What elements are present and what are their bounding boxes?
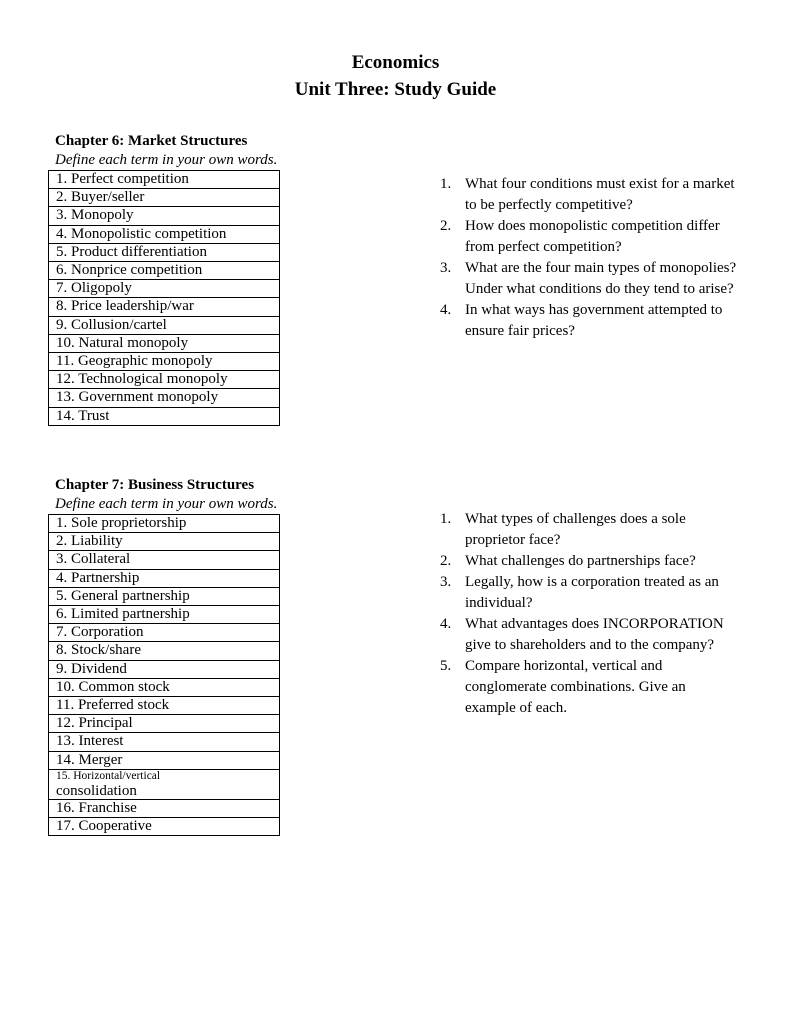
question-text: Compare horizontal, vertical and conglomerate combinations. Give an example of each. [465,658,686,716]
term-cell: 1. Sole proprietorship [49,515,280,533]
list-item [440,216,740,258]
question-number: 2. [440,218,452,234]
table-row [49,624,280,642]
question-text: Legally, how is a corporation treated as an individual? [465,574,719,611]
term-cell: 10. Common stock [49,678,280,696]
table-row [49,551,280,569]
term-15-line-2: consolidation [56,782,137,799]
table-row [49,569,280,587]
table-row [49,515,280,533]
term-cell: 4. Monopolistic competition [49,225,280,243]
table-row [49,818,280,836]
table-row [49,171,280,189]
term-cell: 10. Natural monopoly [49,334,280,352]
term-cell: 5. General partnership [49,587,280,605]
table-row [49,533,280,551]
term-cell: 6. Nonprice competition [49,262,280,280]
term-cell: 1. Perfect competition [49,171,280,189]
table-row [49,407,280,425]
term-cell: 8. Price leadership/war [49,298,280,316]
list-item [440,258,740,300]
question-number: 2. [440,553,452,569]
term-cell: 12. Principal [49,715,280,733]
question-text: What types of challenges does a sole proprietor face? [465,511,686,548]
question-number: 5. [440,658,452,674]
table-row [49,207,280,225]
table-row [49,316,280,334]
question-number: 4. [440,616,452,632]
table-row [49,298,280,316]
term-cell: 9. Dividend [49,660,280,678]
question-number: 3. [440,260,452,276]
term-cell: 9. Collusion/cartel [49,316,280,334]
question-text: How does monopolistic competition differ from perfect competition? [465,218,720,255]
term-cell: 7. Oligopoly [49,280,280,298]
term-cell: 8. Stock/share [49,642,280,660]
chapter-6-heading: Chapter 6: Market Structures [55,133,248,149]
term-cell: 17. Cooperative [49,818,280,836]
table-row [49,660,280,678]
term-cell: 4. Partnership [49,569,280,587]
question-text: What are the four main types of monopolies? Under what conditions do they tend to arise? [465,260,737,297]
term-cell: 14. Trust [49,407,280,425]
term-cell: 6. Limited partnership [49,606,280,624]
table-row [49,371,280,389]
list-item [440,572,740,614]
table-row [49,262,280,280]
question-text: What advantages does INCORPORATION give to shareholders and to the company? [465,616,724,653]
list-item [440,174,740,216]
question-text: What challenges do partnerships face? [465,553,696,569]
term-cell: 7. Corporation [49,624,280,642]
table-row [49,715,280,733]
list-item [440,300,740,342]
term-15-line-1: 15. Horizontal/vertical [56,769,161,782]
table-row [49,769,280,799]
list-item [440,509,740,551]
table-row [49,334,280,352]
term-cell: 3. Collateral [49,551,280,569]
term-cell: 5. Product differentiation [49,243,280,261]
table-row [49,678,280,696]
chapter-6-questions [440,174,740,342]
table-row [49,225,280,243]
chapter-6-terms-table [48,170,280,426]
table-row [49,642,280,660]
term-cell: 11. Geographic monopoly [49,353,280,371]
table-row [49,243,280,261]
table-row [49,751,280,769]
document-title: Economics [351,52,440,73]
term-cell: 2. Liability [49,533,280,551]
question-number: 1. [440,511,452,527]
list-item [440,614,740,656]
question-number: 4. [440,302,452,318]
question-text: In what ways has government attempted to ensure fair prices? [465,302,723,339]
term-cell: 2. Buyer/seller [49,189,280,207]
question-text: What four conditions must exist for a market to be perfectly competitive? [465,176,735,213]
term-cell: 11. Preferred stock [49,697,280,715]
table-row [49,389,280,407]
chapter-6-section [55,132,280,426]
term-cell: 13. Government monopoly [49,389,280,407]
table-row [49,733,280,751]
table-row [49,697,280,715]
table-row [49,587,280,605]
question-number: 3. [440,574,452,590]
table-row [49,353,280,371]
question-number: 1. [440,176,452,192]
term-cell: 14. Merger [49,751,280,769]
term-cell: 3. Monopoly [49,207,280,225]
table-row [49,189,280,207]
list-item [440,656,740,719]
table-row [49,606,280,624]
chapter-7-terms-table [48,514,280,836]
chapter-7-heading: Chapter 7: Business Structures [55,477,255,493]
chapter-7-questions [440,509,740,719]
table-row [49,280,280,298]
term-cell [49,769,280,799]
table-row [49,799,280,817]
list-item [440,551,740,572]
chapter-7-instructions: Define each term in your own words. [55,496,278,512]
chapter-6-instructions: Define each term in your own words. [55,152,278,168]
term-cell: 12. Technological monopoly [49,371,280,389]
document-subtitle: Unit Three: Study Guide [294,79,497,100]
chapter-7-section [55,476,280,836]
term-cell: 16. Franchise [49,799,280,817]
term-cell: 13. Interest [49,733,280,751]
